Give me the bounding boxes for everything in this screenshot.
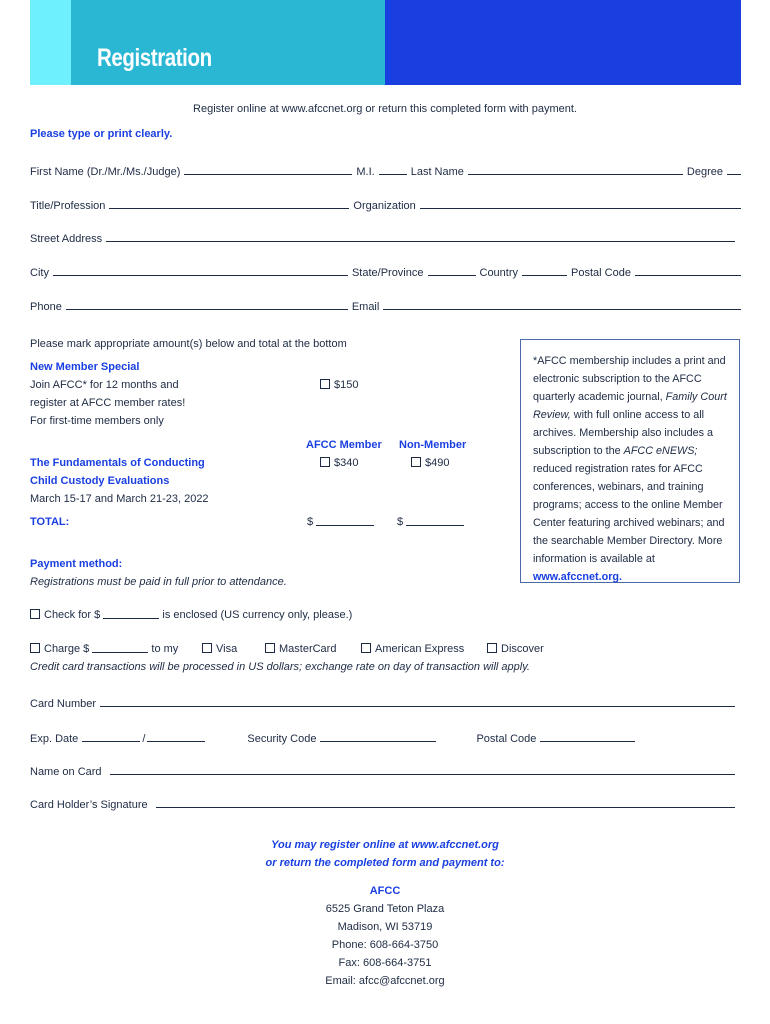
name-on-card-label: Name on Card: [30, 766, 102, 778]
card-number-row: [30, 694, 735, 710]
mastercard-label: MasterCard: [279, 643, 337, 655]
course-title-line2: Child Custody Evaluations: [30, 475, 170, 487]
security-code-label: Security Code: [247, 733, 317, 745]
footer-address2: Madison, WI 53719: [337, 921, 433, 933]
charge-row: [30, 643, 178, 655]
card-number-field[interactable]: [100, 705, 735, 707]
course-member-price: $340: [334, 457, 359, 469]
city-row: [30, 263, 741, 279]
street-row: [30, 229, 735, 245]
total-member: [307, 516, 374, 528]
check-checkbox[interactable]: [30, 609, 40, 619]
street-label: Street Address: [30, 233, 103, 245]
signature-row: [30, 795, 735, 811]
amex-option[interactable]: [361, 643, 464, 655]
amount-instruction: Please mark appropriate amount(s) below and total at the bottom: [30, 338, 347, 350]
col-nonmember-heading: Non-Member: [399, 439, 467, 451]
course-title-line1: The Fundamentals of Conducting: [30, 457, 205, 469]
title-profession-field[interactable]: [109, 207, 349, 209]
organization-field[interactable]: [420, 207, 741, 209]
total-member-dollar: $: [307, 516, 314, 528]
exp-slash: /: [142, 733, 146, 745]
footer-phone: Phone: 608-664-3750: [331, 939, 439, 951]
new-member-option[interactable]: [320, 379, 358, 391]
discover-label: Discover: [501, 643, 544, 655]
phone-row: [30, 297, 741, 313]
check-label-b: is enclosed (US currency only, please.): [162, 609, 353, 621]
card-number-label: Card Number: [30, 698, 97, 710]
name-row: [30, 162, 741, 178]
note-link[interactable]: www.afccnet.org.: [533, 571, 622, 583]
course-member-checkbox[interactable]: [320, 457, 330, 467]
phone-label: Phone: [30, 301, 62, 313]
mi-label: M.I.: [356, 166, 375, 178]
footer: [0, 836, 770, 990]
name-on-card-row: [30, 762, 735, 778]
exp-month-field[interactable]: [82, 740, 140, 742]
note-text-a: *AFCC membership includes a print and electronic subscription to the AFCC quarterly academic journal,: [533, 355, 726, 403]
new-member-price: $150: [334, 379, 359, 391]
exp-year-field[interactable]: [147, 740, 205, 742]
new-member-checkbox[interactable]: [320, 379, 330, 389]
header-accent-cyan: [30, 0, 71, 85]
postal-code-label: Postal Code: [476, 733, 537, 745]
total-nonmember-dollar: $: [397, 516, 404, 528]
footer-org: AFCC: [369, 885, 401, 897]
discover-checkbox[interactable]: [487, 643, 497, 653]
note-text-c: reduced registration rates for AFCC conferences, webinars, and training programs; access to the online Member Center featuring archived webinars; and the searchable Member Directory. More information is available at: [533, 463, 725, 565]
membership-note: [520, 339, 740, 583]
street-field[interactable]: [106, 240, 735, 242]
total-nonmember-field[interactable]: [406, 524, 464, 526]
city-label: City: [30, 267, 49, 279]
payment-heading: Payment method:: [30, 558, 123, 570]
mi-field[interactable]: [379, 173, 407, 175]
organization-label: Organization: [353, 200, 416, 212]
discover-option[interactable]: [487, 643, 544, 655]
degree-label: Degree: [686, 166, 723, 178]
security-code-field[interactable]: [320, 740, 436, 742]
last-name-field[interactable]: [468, 173, 683, 175]
intro-text: Register online at www.afccnet.org or return this completed form with payment.: [193, 103, 577, 115]
course-nonmember-price: $490: [425, 457, 450, 469]
footer-address1: 6525 Grand Teton Plaza: [325, 903, 445, 915]
signature-label: Card Holder’s Signature: [30, 799, 148, 811]
course-nonmember-checkbox[interactable]: [411, 457, 421, 467]
footer-line1: You may register online at www.afccnet.org: [271, 839, 499, 851]
last-name-label: Last Name: [410, 166, 464, 178]
col-member-heading: AFCC Member: [306, 439, 382, 451]
new-member-line1: Join AFCC* for 12 months and: [30, 379, 179, 391]
check-row: [30, 609, 352, 621]
mastercard-option[interactable]: [265, 643, 336, 655]
amex-label: American Express: [375, 643, 465, 655]
header-accent-blue: [385, 0, 741, 85]
title-profession-label: Title/Profession: [30, 200, 106, 212]
new-member-line3: For first-time members only: [30, 415, 164, 427]
new-member-heading: New Member Special: [30, 361, 140, 373]
mastercard-checkbox[interactable]: [265, 643, 275, 653]
card-postal-field[interactable]: [540, 740, 635, 742]
check-label-a: Check for $: [44, 609, 101, 621]
total-member-field[interactable]: [316, 524, 374, 526]
name-on-card-field[interactable]: [110, 773, 735, 775]
visa-checkbox[interactable]: [202, 643, 212, 653]
print-hint: Please type or print clearly.: [30, 128, 173, 140]
cc-notice: Credit card transactions will be processed in US dollars; exchange rate on day of transaction will apply.: [30, 661, 530, 673]
visa-label: Visa: [216, 643, 238, 655]
check-amount-field[interactable]: [103, 617, 159, 619]
phone-field[interactable]: [66, 308, 348, 310]
degree-field[interactable]: [727, 173, 741, 175]
visa-option[interactable]: [202, 643, 237, 655]
exp-row: [30, 729, 635, 745]
state-field[interactable]: [428, 274, 476, 276]
country-field[interactable]: [522, 274, 567, 276]
footer-fax: Fax: 608-664-3751: [338, 957, 432, 969]
footer-line2: or return the completed form and payment to:: [265, 857, 505, 869]
total-label: TOTAL:: [30, 516, 70, 528]
country-label: Country: [479, 267, 519, 279]
email-label: Email: [351, 301, 380, 313]
note-text-b: with full online access to all archives. Membership also includes a subscription to the: [533, 409, 714, 457]
course-nonmember-option[interactable]: [411, 457, 449, 469]
charge-amount-field[interactable]: [92, 651, 148, 653]
email-field[interactable]: [383, 308, 741, 310]
page-title: Registration: [97, 44, 212, 72]
charge-label-a: Charge $: [44, 643, 90, 655]
total-nonmember: [397, 516, 464, 528]
course-dates: March 15-17 and March 21-23, 2022: [30, 493, 209, 505]
title-row: [30, 196, 741, 212]
note-enews: AFCC eNEWS;: [623, 445, 698, 457]
new-member-line2: register at AFCC member rates!: [30, 397, 186, 409]
first-name-label: First Name (Dr./Mr./Ms./Judge): [30, 166, 181, 178]
signature-field[interactable]: [156, 806, 735, 808]
first-name-field[interactable]: [184, 173, 352, 175]
note-journal: Family Court Review,: [533, 391, 727, 421]
charge-label-b: to my: [151, 643, 179, 655]
exp-date-label: Exp. Date: [30, 733, 79, 745]
charge-checkbox[interactable]: [30, 643, 40, 653]
footer-email[interactable]: Email: afcc@afccnet.org: [325, 975, 445, 987]
postal-field[interactable]: [635, 274, 741, 276]
city-field[interactable]: [53, 274, 348, 276]
state-label: State/Province: [351, 267, 424, 279]
payment-notice: Registrations must be paid in full prior to attendance.: [30, 576, 287, 588]
amex-checkbox[interactable]: [361, 643, 371, 653]
postal-label: Postal Code: [571, 267, 631, 279]
course-member-option[interactable]: [320, 457, 358, 469]
